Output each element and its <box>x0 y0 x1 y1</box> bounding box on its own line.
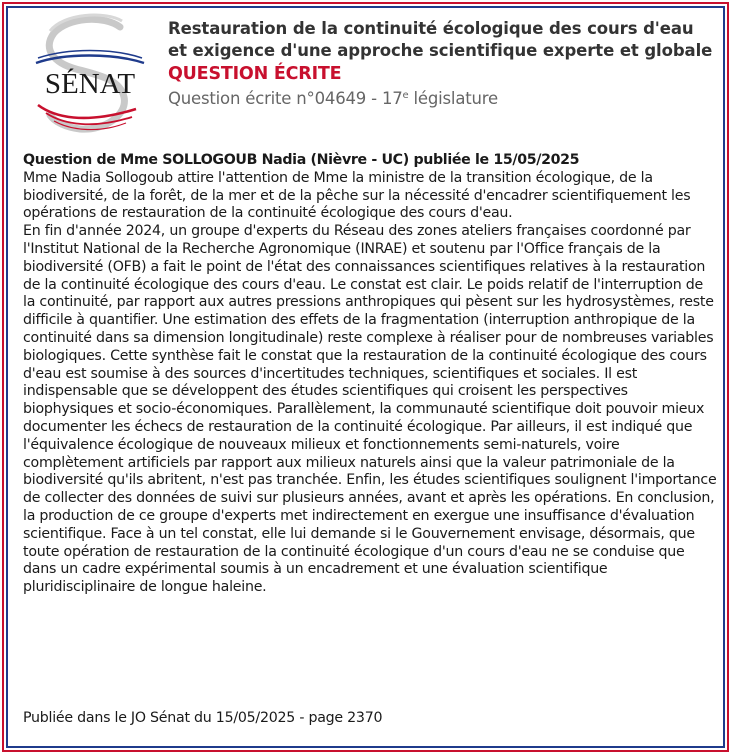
reference-superscript: e <box>402 90 409 101</box>
question-body <box>23 152 717 597</box>
svg-text:SÉNAT: SÉNAT <box>44 68 136 100</box>
publication-line: Publiée dans le JO Sénat du 15/05/2025 - page 2370 <box>23 710 383 726</box>
question-header <box>168 18 716 110</box>
question-paragraph-1: Mme Nadia Sollogoub attire l'attention de Mme la ministre de la transition écologique, de la biodiversité, de la forêt, de la mer et de la pêche sur la nécessité d'encadrer scientifiquement les opérations de restauration de la continuité écologique des cours d'eau. <box>23 169 691 222</box>
question-title: Restauration de la continuité écologique des cours d'eau et exigence d'une approche scientifique experte et globale <box>168 19 713 60</box>
senat-logo-icon <box>24 13 156 141</box>
document-type: QUESTION ÉCRITE <box>168 64 342 84</box>
reference-suffix: législature <box>408 89 498 108</box>
reference-prefix: Question écrite n°04649 - 17 <box>168 89 403 108</box>
question-reference <box>168 85 716 110</box>
senat-logo <box>24 13 156 141</box>
author-line: Question de Mme SOLLOGOUB Nadia (Nièvre - UC) publiée le 15/05/2025 <box>23 152 580 168</box>
question-paragraph-2: En fin d'année 2024, un groupe d'experts du Réseau des zones ateliers françaises coordonné par l'Institut National de la Recherche Agronomique (INRAE) et soutenu par l'Office français de la biodiversité (OFB) a fait le point de l'état des connaissances scientifiques relatives à la restauration de la continuité écologique des cours d'eau. Le constat est clair. Le poids relatif de l'interruption de la continuité, par rapport aux autres pressions anthropiques qui pèsent sur les hydrosystèmes, reste difficile à quantifier. Une estimation des effets de la fragmentation (interruption anthropique de la continuité dans sa dimension longitudinale) reste complexe à réaliser pour de nombreuses variables biologiques. Cette synthèse fait le constat que la restauration de la continuité écologique des cours d'eau est soumise à des sources d'incertitudes techniques, scientifiques et sociales. Il est indispensable que se développent des études scientifiques qui croisent les perspectives biophysiques et socio-économiques. Parallèlement, la communauté scientifique doit pouvoir mieux documenter les échecs de restauration de la continuité écologique. Par ailleurs, il est indiqué que l'équivalence écologique de nouveaux milieux et fonctionnements semi-naturels, voire complètement artificiels par rapport aux milieux naturels ainsi que la valeur patrimoniale de la biodiversité qu'ils abritent, n'est pas tranchée. Enfin, les études scientifiques soulignent l'importance de collecter des données de suivi sur plusieurs années, avant et après les opérations. En conclusion, la production de ce groupe d'experts met indirectement en exergue une insuffisance d'évaluation scientifique. Face à un tel constat, elle lui demande si le Gouvernement envisage, désormais, que toute opération de restauration de la continuité écologique d'un cours d'eau ne se conduise que dans un cadre expérimental soumis à un encadrement et une évaluation scientifique pluridisciplinaire de longue haleine. <box>23 223 717 596</box>
